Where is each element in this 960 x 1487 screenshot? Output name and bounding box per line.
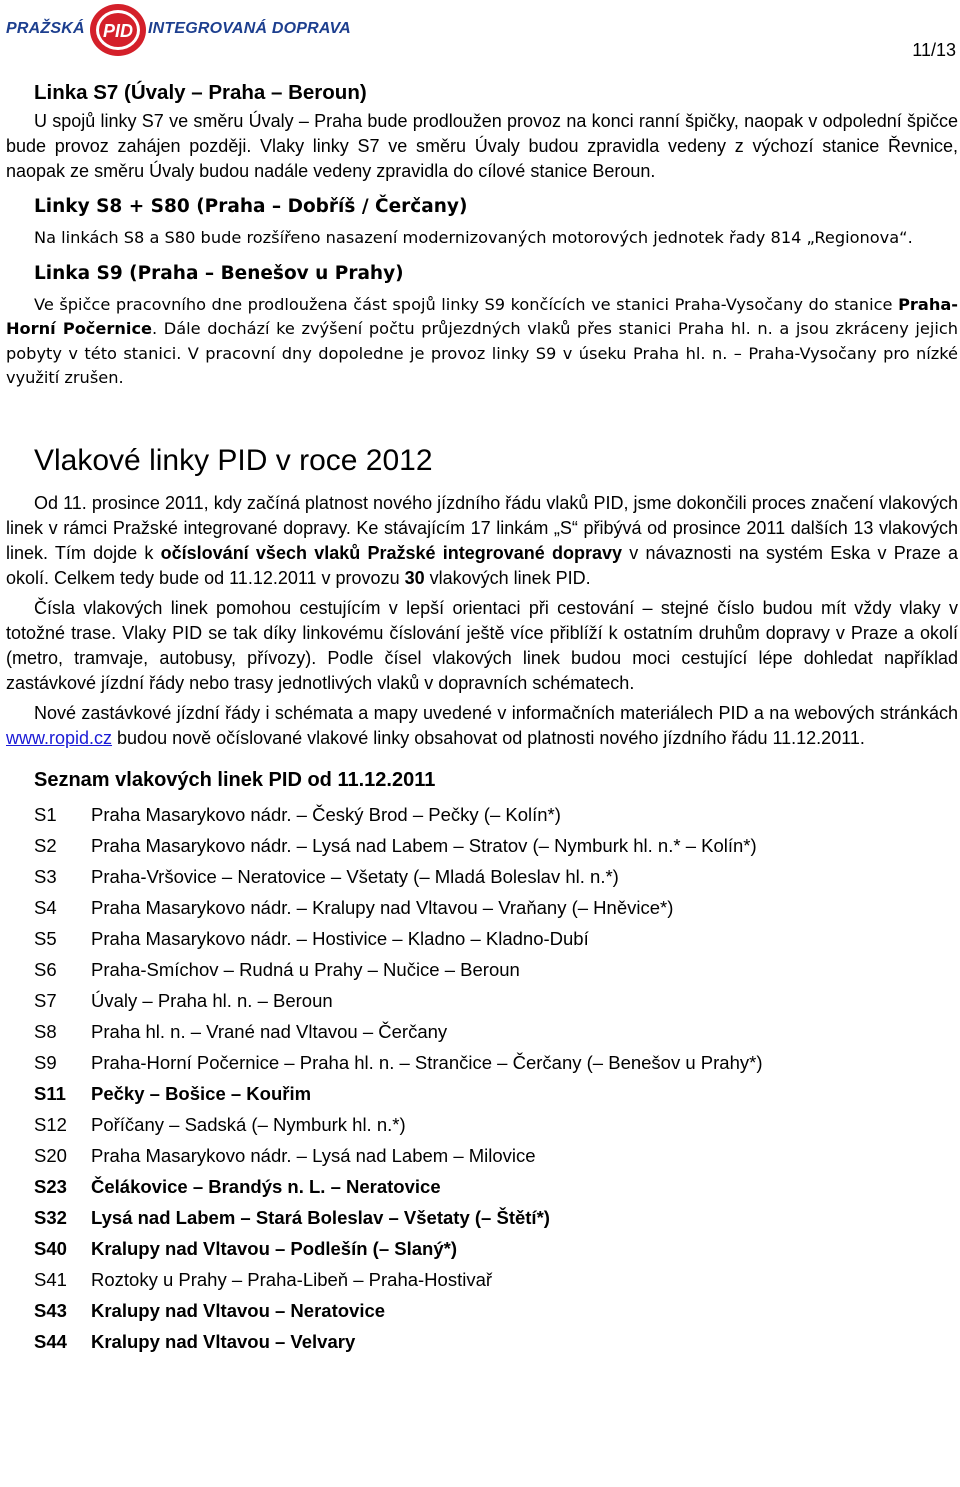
line-route: Praha Masarykovo nádr. – Hostivice – Kladno – Kladno-Dubí [91, 927, 589, 949]
line-route: Pečky – Bošice – Kouřim [91, 1082, 312, 1104]
line-code: S4 [34, 896, 57, 918]
line-row [6, 1047, 958, 1078]
line-route: Praha Masarykovo nádr. – Lysá nad Labem – Milovice [91, 1144, 536, 1166]
line-code: S7 [34, 989, 57, 1011]
line-code: S44 [34, 1330, 67, 1352]
line-route: Praha Masarykovo nádr. – Lysá nad Labem – Stratov (– Nymburk hl. n.* – Kolín*) [91, 834, 757, 856]
section-paragraph-1 [6, 491, 958, 591]
p3-text-b: budou nově očíslované vlakové linky obsahovat od platnosti nového jízdního řádu 11.12.2011. [112, 727, 865, 748]
line-code: S23 [34, 1175, 67, 1197]
line-route: Roztoky u Prahy – Praha-Libeň – Praha-Hostivař [91, 1268, 493, 1290]
section-paragraph-3 [6, 701, 958, 751]
document-body [6, 80, 958, 1357]
line-route: Praha-Horní Počernice – Praha hl. n. – Strančice – Čerčany (– Benešov u Prahy*) [91, 1051, 763, 1073]
pid-logo-badge [88, 2, 148, 58]
line-row [6, 985, 958, 1016]
line-code: S8 [34, 1020, 57, 1042]
line-row [6, 1078, 958, 1109]
line-row [6, 1233, 958, 1264]
line-row [6, 1171, 958, 1202]
line-code: S6 [34, 958, 57, 980]
line-code: S12 [34, 1113, 67, 1135]
lines-list-heading: Seznam vlakových linek PID od 11.12.2011 [34, 768, 436, 791]
line-row [6, 1264, 958, 1295]
line-route: Praha Masarykovo nádr. – Kralupy nad Vltavou – Vraňany (– Hněvice*) [91, 896, 674, 918]
s9-text-bold: Praha-Horní Počernice [6, 294, 958, 338]
s7-heading: Linka S7 (Úvaly – Praha – Beroun) [34, 81, 367, 104]
p1-text-c: vlakových linek PID. [424, 567, 591, 588]
line-code: S3 [34, 865, 57, 887]
line-row [6, 1140, 958, 1171]
s8-heading: Linky S8 + S80 (Praha – Dobříš / Čerčany) [34, 196, 468, 217]
logo-text-left: PRAŽSKÁ [6, 20, 85, 37]
line-code: S5 [34, 927, 57, 949]
line-route: Lysá nad Labem – Stará Boleslav – Všetaty (– Štětí*) [91, 1206, 550, 1228]
p1-text-bold: očíslování všech vlaků Pražské integrované dopravy [160, 542, 623, 563]
line-code: S32 [34, 1206, 67, 1228]
line-code: S41 [34, 1268, 67, 1290]
line-row [6, 1295, 958, 1326]
line-route: Praha Masarykovo nádr. – Český Brod – Pečky (– Kolín*) [91, 803, 561, 825]
s9-heading: Linka S9 (Praha – Benešov u Prahy) [34, 262, 404, 284]
line-route: Poříčany – Sadská (– Nymburk hl. n.*) [91, 1113, 406, 1135]
line-route: Úvaly – Praha hl. n. – Beroun [91, 989, 333, 1011]
p1-text-bold2: 30 [404, 567, 425, 588]
line-route: Praha hl. n. – Vrané nad Vltavou – Čerčany [91, 1020, 448, 1042]
line-row [6, 861, 958, 892]
pid-logo [6, 2, 366, 62]
line-row [6, 1202, 958, 1233]
lines-list [6, 799, 958, 1357]
p3-text-a: Nové zastávkové jízdní řády i schémata a mapy uvedené v informačních materiálech PID a na webových stránkách [34, 702, 958, 723]
page-number: 11/13 [912, 40, 956, 60]
line-route: Kralupy nad Vltavou – Neratovice [91, 1299, 386, 1321]
line-code: S20 [34, 1144, 67, 1166]
line-row [6, 892, 958, 923]
line-route: Kralupy nad Vltavou – Podlešín (– Slaný*) [91, 1237, 457, 1259]
line-code: S2 [34, 834, 57, 856]
p1-text-b: v návaznosti na systém Eska v Praze a okolí. Celkem tedy bude od 11.12.2011 v provozu [6, 542, 958, 588]
line-row [6, 954, 958, 985]
line-route: Čelákovice – Brandýs n. L. – Neratovice [91, 1175, 441, 1197]
section-paragraph-2: Čísla vlakových linek pomohou cestujícím v lepší orientaci při cestování – stejné číslo budou mít vždy vlaky v totožné trase. Vlaky PID se tak díky linkovému číslování ještě více přiblíží k ostatním druhům dopravy v Praze a okolí (metro, tramvaje, autobusy, přívozy). Podle čísel vlakových linek budou moci cestující lépe dohledat například zastávkové jízdní řády nebo trasy jednotlivých vlaků v dopravních schématech. [6, 597, 958, 693]
line-row [6, 799, 958, 830]
line-row [6, 1016, 958, 1047]
line-route: Praha-Vršovice – Neratovice – Všetaty (– Mladá Boleslav hl. n.*) [91, 865, 619, 887]
s9-paragraph [6, 293, 958, 391]
line-route: Praha-Smíchov – Rudná u Prahy – Nučice – Beroun [91, 958, 520, 980]
line-row [6, 923, 958, 954]
line-row [6, 1109, 958, 1140]
line-route: Kralupy nad Vltavou – Velvary [91, 1330, 356, 1352]
s9-text-a: Ve špičce pracovního dne prodloužena část spojů linky S9 končících ve stanici Praha-Vysočany do stanice [34, 294, 899, 314]
line-row [6, 830, 958, 861]
section-title: Vlakové linky PID v roce 2012 [34, 443, 433, 477]
line-code: S43 [34, 1299, 67, 1321]
logo-text-right: INTEGROVANÁ DOPRAVA [148, 20, 351, 37]
p1-text-a: Od 11. prosince 2011, kdy začíná platnost nového jízdního řádu vlaků PID, jsme dokončili proces značení vlakových linek v rámci Pražské integrované dopravy. Ke stávajícím 17 linkám „S“ přibývá od prosince 2011 dalších 13 vlakových linek. Tím dojde k [6, 492, 958, 563]
line-code: S40 [34, 1237, 67, 1259]
s7-paragraph: U spojů linky S7 ve směru Úvaly – Praha bude prodloužen provoz na konci ranní špičky, naopak v odpolední špičce bude provoz zahájen později. Vlaky linky S7 ve směru Úvaly budou zpravidla vedeny z výchozí stanice Řevnice, naopak ze směru Úvaly budou nadále vedeny zpravidla do cílové stanice Beroun. [6, 111, 958, 181]
s9-text-b: . Dále dochází ke zvýšení počtu průjezdných vlaků přes stanici Praha hl. n. a jsou zkráceny jejich pobyty v této stanici. V pracovní dny dopoledne je provoz linky S9 v úseku Praha hl. n. – Praha-Vysočany pro nízké využití zrušen. [6, 319, 958, 387]
ropid-link[interactable]: www.ropid.cz [6, 727, 113, 748]
line-code: S1 [34, 803, 57, 825]
s8-paragraph: Na linkách S8 a S80 bude rozšířeno nasazení modernizovaných motorových jednotek řady 814 „Regionova“. [34, 228, 913, 247]
line-row [6, 1326, 958, 1357]
line-code: S11 [34, 1082, 66, 1104]
logo-badge-text: PID [102, 21, 134, 41]
line-code: S9 [34, 1051, 57, 1073]
